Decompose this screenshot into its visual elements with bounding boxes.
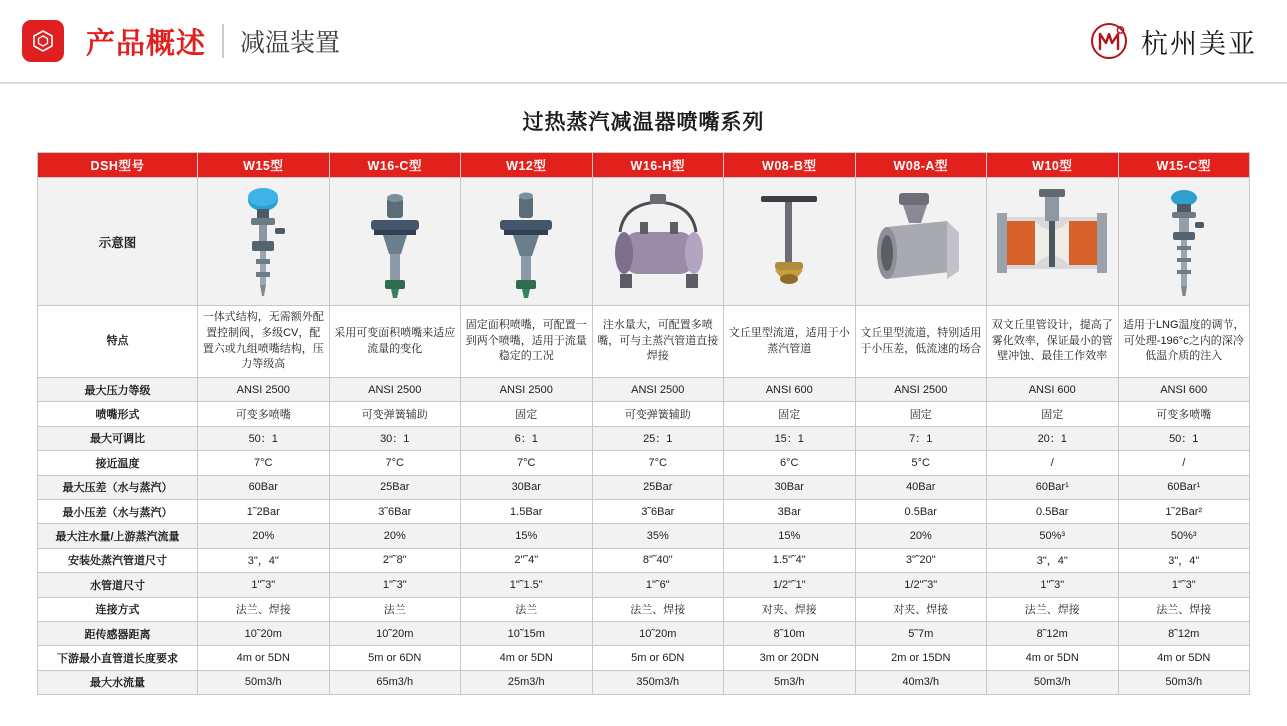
document-title: 过热蒸汽减温器喷嘴系列 [522,111,765,134]
cell: 2"˜4" [461,548,593,572]
row-label-sensor-distance: 距传感器距离 [38,621,198,645]
cell: 1/2"˜1" [724,573,856,597]
cell: ANSI 2500 [329,378,461,402]
nozzle-w15-actuator-diagram [202,183,325,301]
page-subtitle: 减温装置 [240,29,341,57]
cell: 50m3/h [198,670,330,694]
table-row-features [38,306,1250,378]
cell: 10˜20m [592,621,724,645]
column-header-w10: W10型 [987,153,1119,178]
cell: 2m or 15DN [855,646,987,670]
feature-w08a: 文丘里型流道，特别适用于小压差，低流速的场合 [855,306,987,378]
cell: 60Bar [198,475,330,499]
cell: 7°C [329,451,461,475]
cell: 50：1 [198,426,330,450]
cell: 25：1 [592,426,724,450]
cell: 8˜12m [1118,621,1250,645]
cell: 3m or 20DN [724,646,856,670]
cell: ANSI 2500 [198,378,330,402]
cell: 1˜2Bar² [1118,499,1250,523]
cell: 30Bar [724,475,856,499]
cell: 固定 [987,402,1119,426]
row-label-max-turndown: 最大可调比 [38,426,198,450]
table-row [38,646,1250,670]
column-header-w16h: W16-H型 [592,153,724,178]
page-title: 产品概述 [86,27,207,60]
schematic-cell-w10 [987,178,1119,306]
cell: 8˜10m [724,621,856,645]
brand-lockup [1087,19,1265,63]
cell: 5˜7m [855,621,987,645]
row-label-steam-pipe-size: 安装处蒸汽管道尺寸 [38,548,198,572]
cell: 可变弹簧辅助 [592,402,724,426]
column-header-model: DSH型号 [38,153,198,178]
meiya-circle-m-logo-icon [1087,19,1131,63]
feature-w10: 双文丘里管设计，提高了雾化效率，保证最小的管壁冲蚀、最佳工作效率 [987,306,1119,378]
table-row [38,426,1250,450]
cell: 35% [592,524,724,548]
cell: 法兰 [461,597,593,621]
cell: 7：1 [855,426,987,450]
cell: 1/2"˜3" [855,573,987,597]
cell: 对夹、焊接 [855,597,987,621]
table-row [38,524,1250,548]
cell: 7°C [592,451,724,475]
row-label-nozzle-type: 喷嘴形式 [38,402,198,426]
table-row [38,402,1250,426]
cell: 30：1 [329,426,461,450]
cell: ANSI 2500 [461,378,593,402]
cell: 20：1 [987,426,1119,450]
column-header-w15c: W15-C型 [1118,153,1250,178]
cell: 7°C [461,451,593,475]
nozzle-w16h-cylinder-diagram [597,183,720,301]
cell: 50%³ [987,524,1119,548]
cell: 3˜6Bar [592,499,724,523]
cell: 3"，4" [1118,548,1250,572]
cell: 20% [198,524,330,548]
cell: 可变多喷嘴 [198,402,330,426]
cell: 4m or 5DN [198,646,330,670]
cell: 3˜6Bar [329,499,461,523]
cell: ANSI 600 [987,378,1119,402]
cell: ANSI 2500 [592,378,724,402]
cell: / [987,451,1119,475]
row-label-connection-type: 连接方式 [38,597,198,621]
cell: 10˜20m [329,621,461,645]
column-header-w08a: W08-A型 [855,153,987,178]
cell: 15% [724,524,856,548]
cell: 15：1 [724,426,856,450]
schematic-cell-w16h [592,178,724,306]
cell: 法兰、焊接 [592,597,724,621]
row-label-downstream-straight-pipe: 下游最小直管道长度要求 [38,646,198,670]
table-row [38,670,1250,694]
feature-w12: 固定面积喷嘴，可配置一到两个喷嘴，适用于流量稳定的工况 [461,306,593,378]
cell: 40Bar [855,475,987,499]
cell: ANSI 600 [1118,378,1250,402]
cell: 1"˜3" [987,573,1119,597]
schematic-cell-w12 [461,178,593,306]
cell: 1˜2Bar [198,499,330,523]
table-row [38,597,1250,621]
cell: ANSI 2500 [855,378,987,402]
cell: 1"˜3" [198,573,330,597]
row-label-max-water-to-steam-ratio: 最大注水量/上游蒸汽流量 [38,524,198,548]
feature-w16h: 注水量大，可配置多喷嘴，可与主蒸汽管道直接焊接 [592,306,724,378]
cell: 6°C [724,451,856,475]
cell: 1"˜1.5" [461,573,593,597]
cell: 法兰、焊接 [1118,597,1250,621]
cell: 50%³ [1118,524,1250,548]
column-header-w08b: W08-B型 [724,153,856,178]
table-row [38,451,1250,475]
feature-w16c: 采用可变面积喷嘴来适应流量的变化 [329,306,461,378]
row-label-max-pressure-class: 最大压力等级 [38,378,198,402]
title-divider [222,24,224,58]
cell: 60Bar¹ [987,475,1119,499]
feature-w15c: 适用于LNG温度的调节，可处理-196°c之内的深冷低温介质的注入 [1118,306,1250,378]
cell: 法兰、焊接 [198,597,330,621]
page-header [0,0,1287,84]
cell: 5°C [855,451,987,475]
column-header-w15: W15型 [198,153,330,178]
nozzle-w08b-venturi-diagram [728,183,851,301]
cell: 8˜12m [987,621,1119,645]
nozzle-w12-fixed-diagram [465,183,588,301]
cell: 4m or 5DN [987,646,1119,670]
schematic-cell-w15 [198,178,330,306]
cell: 固定 [855,402,987,426]
row-label-min-differential-pressure: 最小压差（水与蒸汽） [38,499,198,523]
cell: 20% [855,524,987,548]
cell: 对夹、焊接 [724,597,856,621]
cell: 固定 [724,402,856,426]
feature-w08b: 文丘里型流道，适用于小蒸汽管道 [724,306,856,378]
cell: 50m3/h [1118,670,1250,694]
table-row [38,475,1250,499]
cell: 5m or 6DN [329,646,461,670]
cell: 0.5Bar [987,499,1119,523]
hexagon-cube-logo-icon [22,20,64,62]
cell: 60Bar¹ [1118,475,1250,499]
cell: 50m3/h [987,670,1119,694]
table-row [38,499,1250,523]
cell: 20% [329,524,461,548]
cell: 4m or 5DN [461,646,593,670]
row-label-approach-temperature: 接近温度 [38,451,198,475]
column-header-w12: W12型 [461,153,593,178]
cell: 7°C [198,451,330,475]
schematic-cell-w15c [1118,178,1250,306]
cell: 30Bar [461,475,593,499]
cell: 1.5Bar [461,499,593,523]
cell: 15% [461,524,593,548]
cell: 固定 [461,402,593,426]
cell: 1.5"˜4" [724,548,856,572]
cell: / [1118,451,1250,475]
cell: ANSI 600 [724,378,856,402]
spec-table-container [0,152,1287,695]
cell: 2"˜8" [329,548,461,572]
nozzle-w10-double-venturi-diagram [991,183,1114,301]
cell: 65m3/h [329,670,461,694]
schematic-cell-w16c [329,178,461,306]
feature-w15: 一体式结构，无需额外配置控制阀，多级CV，配置六或九组喷嘴结构，压力等级高 [198,306,330,378]
spec-table [37,152,1250,695]
brand-name: 杭州美亚 [1141,28,1257,59]
cell: 5m or 6DN [592,646,724,670]
cell: 法兰 [329,597,461,621]
row-label-max-water-flow: 最大水流量 [38,670,198,694]
table-row [38,548,1250,572]
cell: 5m3/h [724,670,856,694]
schematic-cell-w08b [724,178,856,306]
table-row [38,573,1250,597]
cell: 法兰、焊接 [987,597,1119,621]
schematic-cell-w08a [855,178,987,306]
cell: 25Bar [592,475,724,499]
cell: 350m3/h [592,670,724,694]
nozzle-w16c-spray-diagram [334,183,457,301]
cell: 25m3/h [461,670,593,694]
table-row [38,378,1250,402]
cell: 10˜20m [198,621,330,645]
cell: 3"，4" [987,548,1119,572]
cell: 10˜15m [461,621,593,645]
table-header-row [38,153,1250,178]
cell: 3Bar [724,499,856,523]
cell: 40m3/h [855,670,987,694]
nozzle-w08a-cone-diagram [860,183,983,301]
row-label-water-pipe-size: 水管道尺寸 [38,573,198,597]
cell: 25Bar [329,475,461,499]
cell: 可变弹簧辅助 [329,402,461,426]
cell: 4m or 5DN [1118,646,1250,670]
cell: 1"˜3" [329,573,461,597]
column-header-w16c: W16-C型 [329,153,461,178]
row-label-schematic: 示意图 [38,178,198,306]
cell: 0.5Bar [855,499,987,523]
row-label-max-differential-pressure: 最大压差（水与蒸汽） [38,475,198,499]
cell: 3"˜20" [855,548,987,572]
cell: 50：1 [1118,426,1250,450]
cell: 6：1 [461,426,593,450]
cell: 可变多喷嘴 [1118,402,1250,426]
nozzle-w15c-lng-diagram [1123,183,1246,301]
cell: 3"，4" [198,548,330,572]
table-row [38,621,1250,645]
table-row-schematic [38,178,1250,306]
cell: 8"˜40" [592,548,724,572]
cell: 1"˜6" [592,573,724,597]
cell: 1"˜3" [1118,573,1250,597]
row-label-features: 特点 [38,306,198,378]
